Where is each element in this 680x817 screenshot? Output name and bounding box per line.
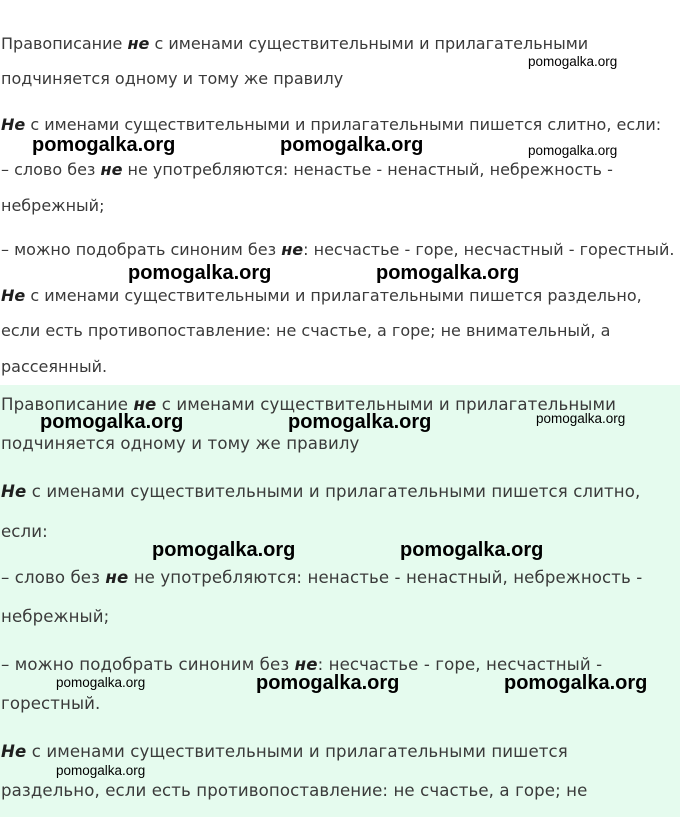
text-line: небрежный; [1, 196, 105, 215]
text-run: Правописание [1, 395, 134, 414]
watermark: pomogalka.org [504, 672, 648, 694]
bold-particle: Не [1, 286, 26, 305]
watermark: pomogalka.org [128, 262, 272, 284]
text-line: если есть противопоставление: не счастье, а горе; не внимательный, а [1, 321, 611, 340]
text-run: не употребляются: ненастье - ненастный, небрежность - [122, 160, 613, 179]
watermark: pomogalka.org [288, 411, 432, 433]
rule-text-block-2 [0, 385, 680, 817]
bold-particle: не [105, 568, 129, 587]
text-run: – слово без [1, 568, 106, 587]
bold-particle: не [281, 240, 304, 259]
bold-particle: не [294, 655, 318, 674]
text-line [1, 240, 674, 260]
rule-text-block-1 [0, 0, 680, 385]
text-line: небрежный; [1, 607, 110, 626]
text-line [1, 160, 613, 180]
bold-particle: Не [1, 482, 27, 501]
text-line [1, 286, 642, 306]
text-run: – можно подобрать синоним без [1, 240, 282, 259]
watermark: pomogalka.org [400, 539, 544, 561]
text-line: подчиняется одному и тому же правилу [1, 434, 360, 453]
watermark: pomogalka.org [152, 539, 296, 561]
text-line [1, 115, 661, 135]
watermark: pomogalka.org [40, 411, 184, 433]
text-line [1, 742, 568, 762]
bold-particle: не [127, 34, 150, 53]
bold-particle: не [133, 395, 157, 414]
watermark: pomogalka.org [256, 672, 400, 694]
text-line: горестный. [1, 694, 101, 713]
watermark: pomogalka.org [528, 54, 618, 69]
watermark: pomogalka.org [376, 262, 520, 284]
watermark: pomogalka.org [56, 675, 146, 690]
bold-particle: Не [1, 115, 26, 134]
text-line [1, 34, 588, 54]
text-run: : несчастье - горе, несчастный - горестный. [303, 240, 675, 259]
text-run: с именами существительными и прилагательными пишется слитно, если: [25, 115, 662, 134]
text-line [1, 482, 640, 502]
text-run: с именами существительными и прилагательными [149, 34, 589, 53]
text-run: с именами существительными и прилагательными пишется слитно, [26, 482, 641, 501]
text-line: раздельно, если есть противопоставление: не счастье, а горе; не [1, 781, 588, 800]
watermark: pomogalka.org [536, 411, 626, 426]
text-line [1, 568, 642, 588]
text-line: подчиняется одному и тому же правилу [1, 69, 344, 88]
text-run: с именами существительными и прилагательными пишется раздельно, [25, 286, 642, 305]
text-run: : несчастье - горе, несчастный - [317, 655, 603, 674]
text-run: не употребляются: ненастье - ненастный, небрежность - [128, 568, 643, 587]
watermark: pomogalka.org [32, 134, 176, 156]
watermark: pomogalka.org [280, 134, 424, 156]
text-line: если: [1, 522, 48, 541]
text-run: – слово без [1, 160, 101, 179]
text-line: рассеянный. [1, 357, 108, 376]
bold-particle: Не [1, 742, 27, 761]
bold-particle: не [100, 160, 123, 179]
watermark: pomogalka.org [528, 143, 618, 158]
text-run: с именами существительными и прилагательными пишется [26, 742, 568, 761]
text-run: Правописание [1, 34, 128, 53]
text-run: – можно подобрать синоним без [1, 655, 295, 674]
watermark: pomogalka.org [56, 763, 146, 778]
text-run: с именами существительными и прилагательными [156, 395, 616, 414]
